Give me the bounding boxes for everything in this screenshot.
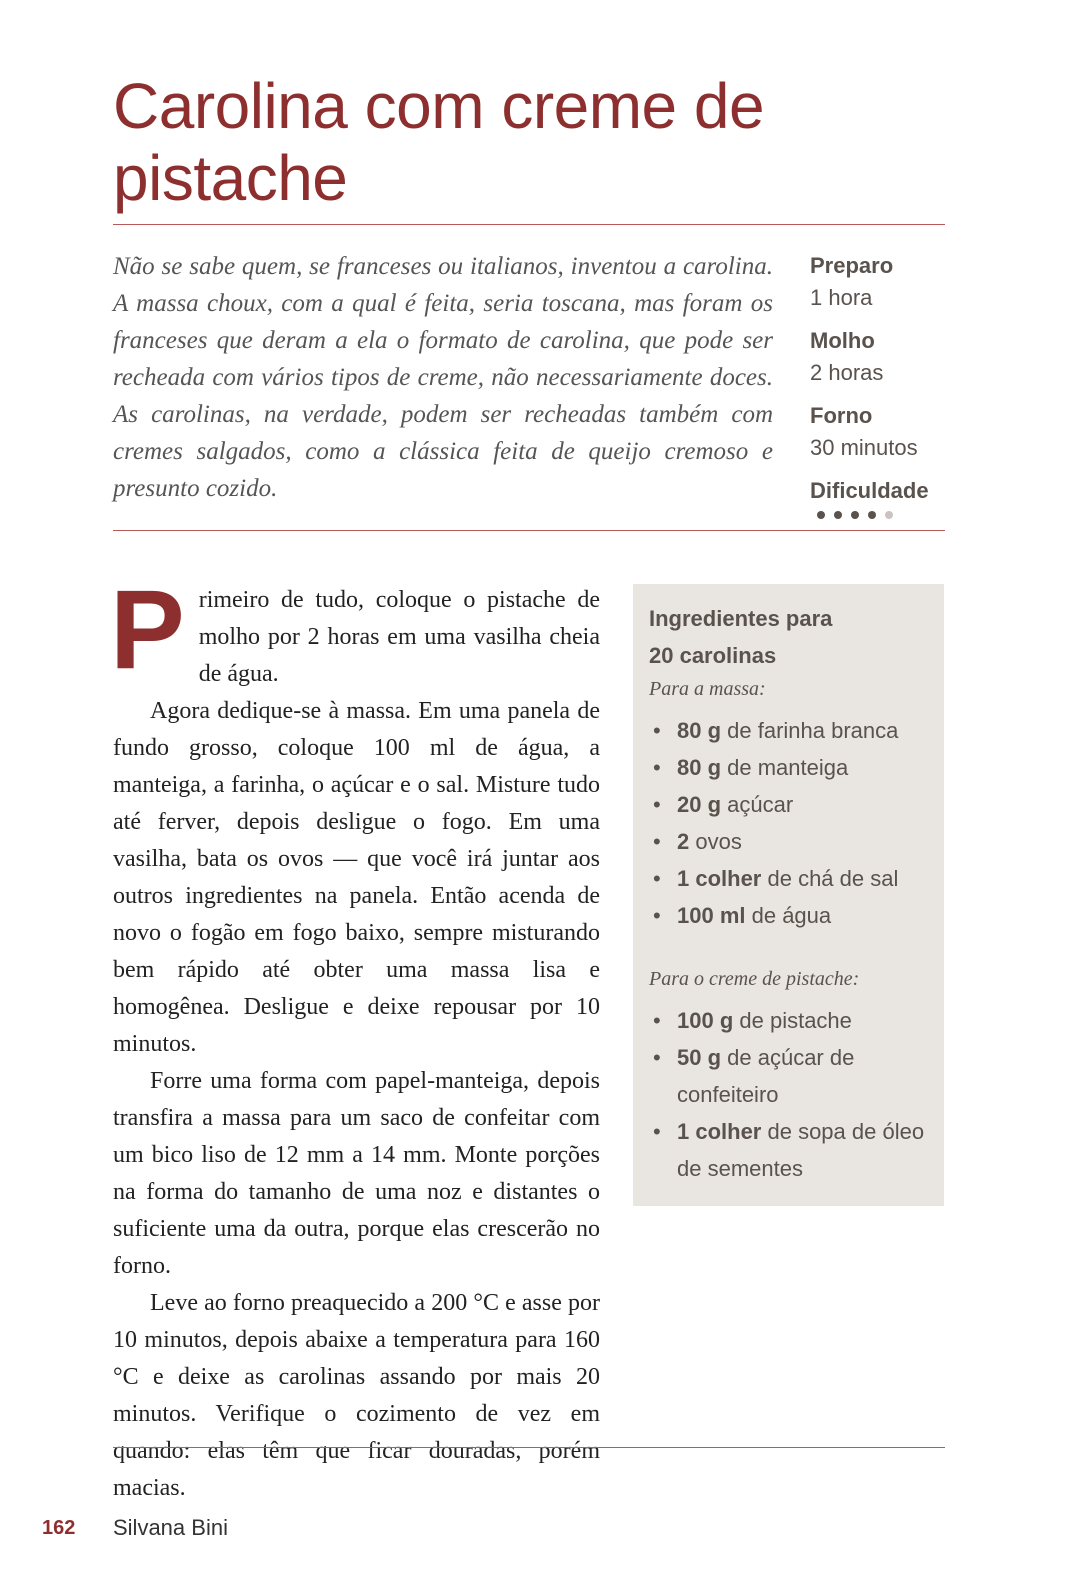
ingredient-qty: 100 ml [677,903,746,928]
intro-divider [113,530,945,531]
method-text [110,567,600,1507]
preparo-label: Preparo [810,253,894,278]
molho-value: 2 horas [810,360,884,385]
forno-label: Forno [810,403,873,428]
ingredient-item [649,860,928,897]
difficulty-dot-filled [834,511,842,519]
ingredients-box [633,584,944,1206]
ingredient-name: de água [745,903,832,928]
ingredient-name: de manteiga [721,755,849,780]
ingredient-item [649,1113,928,1187]
top-divider [113,224,945,225]
ingredient-name: de açúcar de confeiteiro [677,1045,855,1107]
ingredient-qty: 50 g [677,1045,722,1070]
ingredient-name: de sopa de óleo de sementes [677,1119,925,1181]
massa-list [649,712,928,934]
ingredient-name: açúcar [721,792,794,817]
ingredient-qty: 80 g [677,718,722,743]
ingredient-name: de farinha branca [721,718,899,743]
page-title: Carolina com creme de pistache [113,70,765,214]
drop-cap: P [110,567,185,692]
ingredients-heading-2: 20 carolinas [649,643,777,668]
ingredient-item [649,712,928,749]
ingredient-item [649,786,928,823]
footer-divider [113,1447,945,1448]
massa-label: Para a massa: [649,678,766,700]
ingredient-qty: 2 [677,829,690,854]
ingredient-qty: 1 colher [677,866,762,891]
ingredient-name: de pistache [733,1008,852,1033]
ingredient-item [649,1002,928,1039]
dificuldade-label: Dificuldade [810,478,929,503]
ingredient-item [649,897,928,934]
ingredient-qty: 100 g [677,1008,734,1033]
ingredient-qty: 80 g [677,755,722,780]
ingredient-item [649,1039,928,1113]
ingredient-qty: 20 g [677,792,722,817]
ingredient-name: ovos [689,829,742,854]
preparo-value: 1 hora [810,285,873,310]
creme-list [649,1002,928,1187]
intro-text: Não se sabe quem, se franceses ou italianos, inventou a carolina. A massa choux, com a qual é feita, seria toscana, mas foram os franceses que deram a ela o formato de carolina, que pode ser recheada com vários tipos de creme, não necessariamente doces. As carolinas, na verdade, podem ser recheadas também com cremes salgados, como a clássica feita de queijo cremoso e presunto cozido. [113,253,773,502]
creme-label: Para o creme de pistache: [649,968,860,990]
difficulty-dot-filled [851,511,859,519]
recipe-meta [810,250,950,519]
paragraph-1-text: rimeiro de tudo, coloque o pistache de molho por 2 horas em uma vasilha cheia de água. [198,587,600,687]
ingredients-heading-1: Ingredientes para [649,606,833,631]
ingredient-item [649,749,928,786]
forno-value: 30 minutos [810,435,918,460]
page-number: 162 [42,1517,76,1539]
difficulty-rating [810,511,950,519]
difficulty-dot-filled [817,511,825,519]
paragraph-1 [110,567,600,693]
difficulty-dot-filled [868,511,876,519]
ingredient-name: de chá de sal [761,866,899,891]
paragraph-4: Leve ao forno preaquecido a 200 °C e asse por 10 minutos, depois abaixe a temperatura para 160 °C e deixe as carolinas assando por mais 20 minutos. Verifique o cozimento de vez em quando: elas têm que ficar douradas, porém macias. [113,1290,600,1501]
ingredient-qty: 1 colher [677,1119,762,1144]
author-name: Silvana Bini [113,1515,228,1540]
ingredient-item [649,823,928,860]
paragraph-3: Forre uma forma com papel-manteiga, depois transfira a massa para um saco de confeitar com um bico liso de 12 mm a 14 mm. Monte porções na forma do tamanho de uma noz e distantes o suficiente uma da outra, porque elas crescerão no forno. [113,1068,600,1279]
molho-label: Molho [810,328,875,353]
difficulty-dot-empty [885,511,893,519]
paragraph-2: Agora dedique-se à massa. Em uma panela de fundo grosso, coloque 100 ml de água, a manteiga, a farinha, o açúcar e o sal. Misture tudo até ferver, depois desligue o fogo. Em uma vasilha, bata os ovos — que você irá juntar aos outros ingredientes na panela. Então acenda de novo o fogão em fogo baixo, sempre misturando bem rápido até obter uma massa lisa e homogênea. Desligue e deixe repousar por 10 minutos. [113,698,600,1057]
